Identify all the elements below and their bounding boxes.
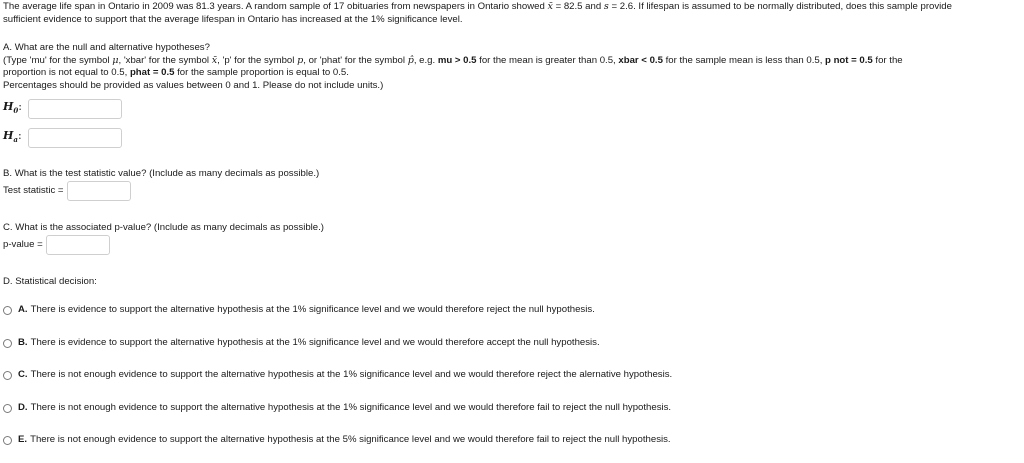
example-p-desc: for the xyxy=(872,54,903,66)
ha-letter: H xyxy=(3,128,14,142)
alternative-hypothesis-row xyxy=(3,127,122,149)
radio-button-e[interactable] xyxy=(3,436,12,445)
decision-option-b[interactable] xyxy=(3,337,600,350)
intro-text-b: = 82.5 and xyxy=(552,1,604,12)
instr-line2-a: proportion is not equal to 0.5, xyxy=(3,67,130,78)
test-statistic-input[interactable] xyxy=(67,181,131,201)
example-phat: phat = 0.5 xyxy=(129,67,175,78)
part-a-instructions xyxy=(3,42,1013,92)
part-d-title: D. Statistical decision: xyxy=(3,276,97,287)
radio-button-c[interactable] xyxy=(3,371,12,380)
example-xbar: xbar < 0.5 xyxy=(618,54,663,66)
part-b-question xyxy=(3,168,1013,181)
option-c-text: There is not enough evidence to support the alternative hypothesis at the 1% significance level and we would therefore reject the alernative hypothesis. xyxy=(30,369,673,380)
xbar-symbol: x̄ xyxy=(547,1,553,12)
instr-text-3: , 'p' for the symbol xyxy=(217,54,298,66)
option-d-text: There is not enough evidence to support the alternative hypothesis at the 1% significance level and we would therefore fail to reject the null hypothesis. xyxy=(30,402,672,413)
radio-button-a[interactable] xyxy=(3,306,12,315)
part-a-instruction-line-1 xyxy=(3,55,1013,68)
example-p: p not = 0.5 xyxy=(825,54,873,66)
alternative-hypothesis-label xyxy=(3,130,28,147)
part-c-question xyxy=(3,222,1013,235)
option-e-text: There is not enough evidence to support the alternative hypothesis at the 5% significance level and we would therefore fail to reject the null hypothesis. xyxy=(30,434,671,445)
radio-button-b[interactable] xyxy=(3,339,12,348)
part-a-title: A. What are the null and alternative hypotheses? xyxy=(3,42,210,53)
example-mu-desc: for the mean is greater than 0.5, xyxy=(476,54,619,66)
h0-colon: : xyxy=(18,99,22,113)
option-b-letter: B. xyxy=(18,337,28,348)
null-hypothesis-row xyxy=(3,98,122,120)
ha-subscript: a xyxy=(13,134,18,144)
p-value-input[interactable] xyxy=(46,235,110,255)
p-value-label: p-value = xyxy=(3,238,43,250)
option-e-letter: E. xyxy=(18,434,28,445)
instr-text-4: , or 'phat' for the symbol xyxy=(303,54,408,66)
decision-option-a[interactable] xyxy=(3,304,595,317)
mu-symbol: μ xyxy=(112,54,119,66)
part-d-question xyxy=(3,276,1013,289)
ha-colon: : xyxy=(17,128,22,142)
test-statistic-row xyxy=(3,181,131,201)
question-intro xyxy=(3,1,1021,26)
intro-line-2: sufficient evidence to support that the average lifespan in Ontario has increased at the 1% significance level. xyxy=(3,13,463,25)
phat-symbol: p̂ xyxy=(407,54,414,66)
decision-option-e[interactable] xyxy=(3,434,671,447)
option-c-letter: C. xyxy=(18,369,28,380)
null-hypothesis-input[interactable] xyxy=(28,99,122,119)
intro-text-c: = 2.6. If lifespan is assumed to be normally distributed, does this sample provide xyxy=(608,1,952,12)
s-symbol: s xyxy=(603,1,609,12)
part-a-instruction-line-3: Percentages should be provided as values between 0 and 1. Please do not include units.) xyxy=(3,79,384,91)
h0-letter: H xyxy=(3,99,14,113)
instr-text-1: (Type 'mu' for the symbol xyxy=(3,54,113,66)
option-a-text: There is evidence to support the alternative hypothesis at the 1% significance level and we would therefore reject the null hypothesis. xyxy=(30,304,595,315)
part-b-title: B. What is the test statistic value? (Include as many decimals as possible.) xyxy=(3,168,320,179)
part-c-title: C. What is the associated p-value? (Include as many decimals as possible.) xyxy=(3,222,325,233)
decision-option-c[interactable] xyxy=(3,369,672,382)
xbar-symbol-2: x̄ xyxy=(211,54,218,66)
null-hypothesis-label xyxy=(3,101,28,118)
p-symbol: p xyxy=(297,54,304,66)
option-b-text: There is evidence to support the alternative hypothesis at the 1% significance level and we would therefore accept the null hypothesis. xyxy=(30,337,600,348)
instr-text-5: , e.g. xyxy=(413,54,438,66)
alternative-hypothesis-input[interactable] xyxy=(28,128,122,148)
intro-line-1 xyxy=(3,1,1021,14)
test-statistic-label: Test statistic = xyxy=(3,184,64,196)
instr-line2-b: for the sample proportion is equal to 0.5. xyxy=(174,67,349,78)
example-xbar-desc: for the sample mean is less than 0.5, xyxy=(662,54,826,66)
option-a-letter: A. xyxy=(18,304,28,315)
intro-text-a: The average life span in Ontario in 2009 was 81.3 years. A random sample of 17 obituaries from newspapers in Ontario showed xyxy=(3,1,548,12)
option-d-letter: D. xyxy=(18,402,28,413)
h0-subscript: 0 xyxy=(13,105,19,115)
example-mu: mu > 0.5 xyxy=(437,54,477,66)
part-a-instruction-line-2 xyxy=(3,67,1013,80)
radio-button-d[interactable] xyxy=(3,404,12,413)
p-value-row xyxy=(3,235,110,255)
decision-option-d[interactable] xyxy=(3,402,671,415)
instr-text-2: , 'xbar' for the symbol xyxy=(118,54,212,66)
